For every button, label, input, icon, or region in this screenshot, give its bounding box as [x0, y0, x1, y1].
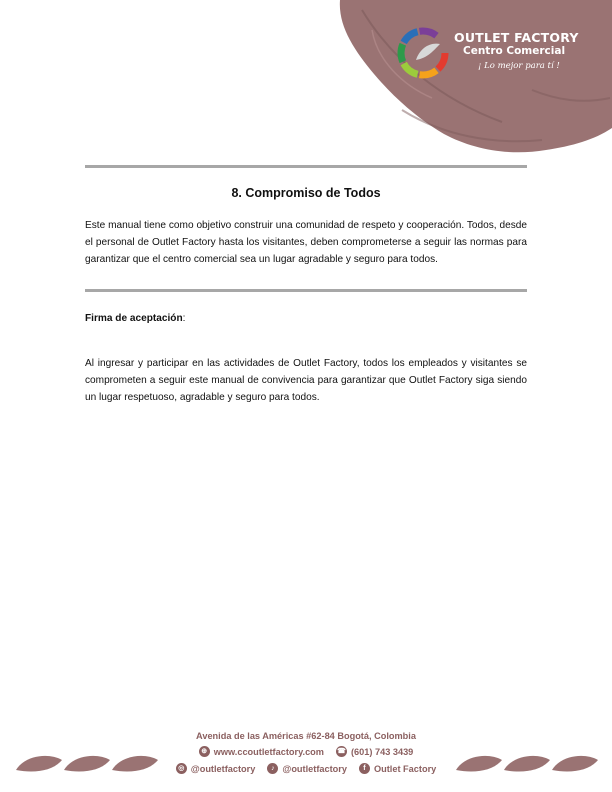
brand-subtitle: Centro Comercial: [463, 45, 566, 57]
footer-address: Avenida de las Américas #62-84 Bogotá, Colombia: [196, 731, 416, 741]
tiktok-icon: ♪: [267, 763, 278, 774]
phone-link[interactable]: ☎ (601) 743 3439: [337, 746, 414, 757]
instagram-link[interactable]: ◎ @outletfactory: [176, 763, 256, 774]
footer-leaves-left: [14, 748, 160, 778]
brand-name: OUTLET FACTORY: [454, 30, 579, 45]
footer-leaves-right: [454, 748, 600, 778]
website-link[interactable]: ⊕ www.ccoutletfactory.com: [199, 746, 324, 757]
facebook-icon: f: [359, 763, 370, 774]
instagram-icon: ◎: [176, 763, 187, 774]
tiktok-link[interactable]: ♪ @outletfactory: [267, 763, 347, 774]
logo-ring-icon: [394, 24, 452, 82]
signature-label: Firma de aceptación:: [85, 313, 186, 324]
header-leaf-art: [332, 0, 612, 160]
section-title: 8. Compromiso de Todos: [231, 186, 381, 200]
web-icon: ⊕: [199, 746, 210, 757]
footer-contacts-row-1: [150, 746, 462, 757]
footer-contacts-row-2: [150, 763, 462, 774]
phone-icon: ☎: [337, 748, 346, 755]
brand-tagline: ¡ Lo mejor para tí !: [478, 61, 560, 71]
closing-paragraph: Al ingresar y participar en las actividades de Outlet Factory, todos los empleados y visitantes se comprometen a seguir este manual de convivencia para garantizar que Outlet Factory siga siendo un lugar respetuoso, agradable y seguro para todos.: [85, 358, 527, 403]
facebook-link[interactable]: f Outlet Factory: [359, 763, 436, 774]
brand-block: [454, 31, 579, 72]
divider-top: [85, 165, 527, 168]
section-paragraph: Este manual tiene como objetivo construir una comunidad de respeto y cooperación. Todos, desde el personal de Outlet Factory hasta los visitantes, deben comprometerse a seguir las normas para garantizar que el centro comercial sea un lugar agradable y seguro para todos.: [85, 220, 527, 265]
divider-middle: [85, 289, 527, 292]
